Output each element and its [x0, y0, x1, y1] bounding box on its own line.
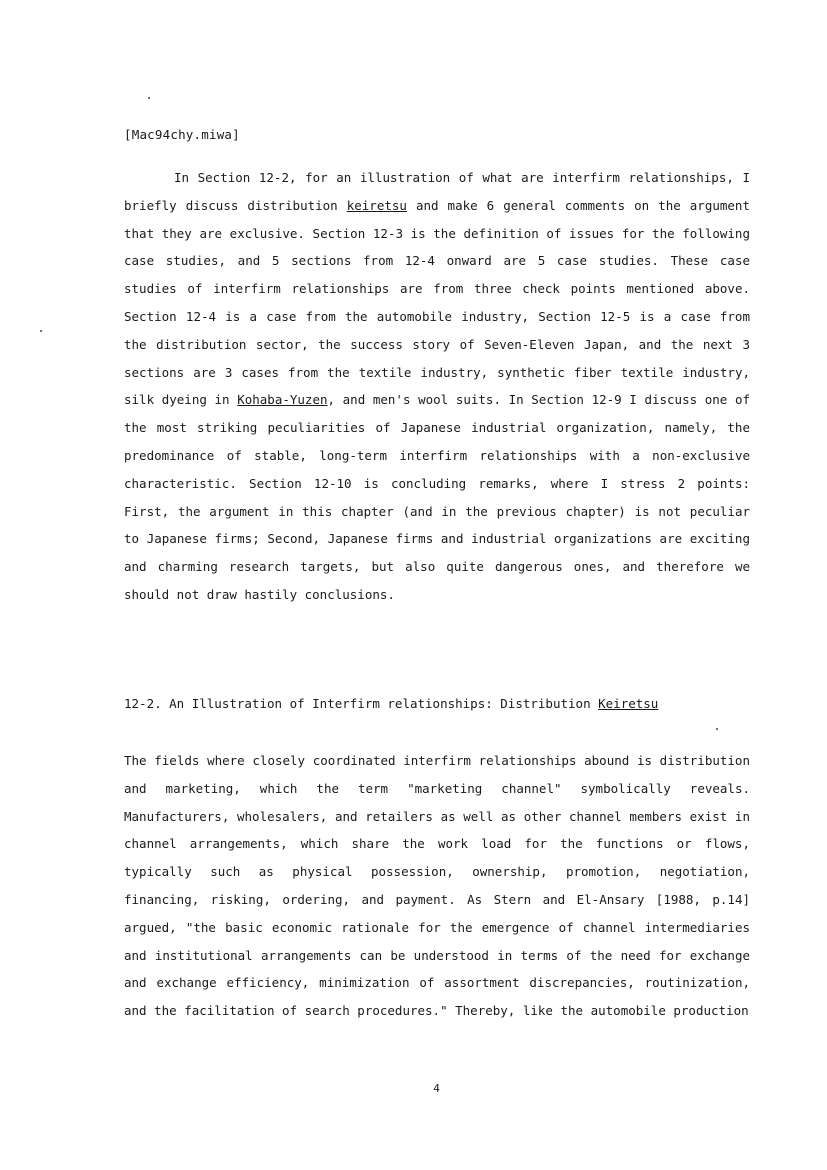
- text-run: and make 6 general comments on the argument that they are exclusive. Section 12-3 is the definition of issues for the following case studies, and 5 sections from 12-4 onward are 5 case studies. These case studies of interfirm relationships are from three check points mentioned above. Section 12-4 is a case from the automobile industry, Section 12-5 is a case from the distribution sector, the success story of Seven-Eleven Japan, and the next 3 sections are 3 cases from the textile industry, synthetic fiber textile industry, silk dyeing in: [124, 197, 750, 408]
- text-run: In Section 12-2, for an illustration of what are interfirm relationships, I briefly discuss distribution: [124, 170, 750, 213]
- scan-speck: [716, 728, 718, 730]
- intro-paragraph: [124, 164, 750, 609]
- term-kohaba-yuzen: Kohaba-Yuzen: [237, 392, 328, 408]
- section-heading: [124, 696, 658, 711]
- term-keiretsu: keiretsu: [346, 197, 407, 213]
- scan-speck: [148, 97, 150, 99]
- heading-text: 12-2. An Illustration of Interfirm relationships: Distribution: [124, 696, 599, 711]
- scan-speck: [40, 330, 42, 332]
- file-tag: [Mac94chy.miwa]: [124, 127, 240, 142]
- text-run: , and men's wool suits. In Section 12-9 I discuss one of the most striking peculiarities of Japanese industrial organization, namely, the predominance of stable, long-term interfirm relationships with a non-exclusive characteristic. Section 12-10 is concluding remarks, where I stress 2 points: First, the argument in this chapter (and in the previous chapter) is not peculiar to Japanese firms; Second, Japanese firms and industrial organizations are exciting and charming research targets, but also quite dangerous ones, and therefore we should not draw hastily conclusions.: [124, 392, 751, 602]
- heading-term-keiretsu: Keiretsu: [598, 696, 659, 711]
- page-number: 4: [433, 1082, 440, 1095]
- body-paragraph: The fields where closely coordinated interfirm relationships abound is distribution and marketing, which the term "marketing channel" symbolically reveals. Manufacturers, wholesalers, and retailers as well as other channel members exist in channel arrangements, which share the work load for the functions or flows, typically such as physical possession, ownership, promotion, negotiation, financing, risking, ordering, and payment. As Stern and El-Ansary [1988, p.14] argued, "the basic economic rationale for the emergence of channel intermediaries and institutional arrangements can be understood in terms of the need for exchange and exchange efficiency, minimization of assortment discrepancies, routinization, and the facilitation of search procedures." Thereby, like the automobile production: [124, 753, 750, 1019]
